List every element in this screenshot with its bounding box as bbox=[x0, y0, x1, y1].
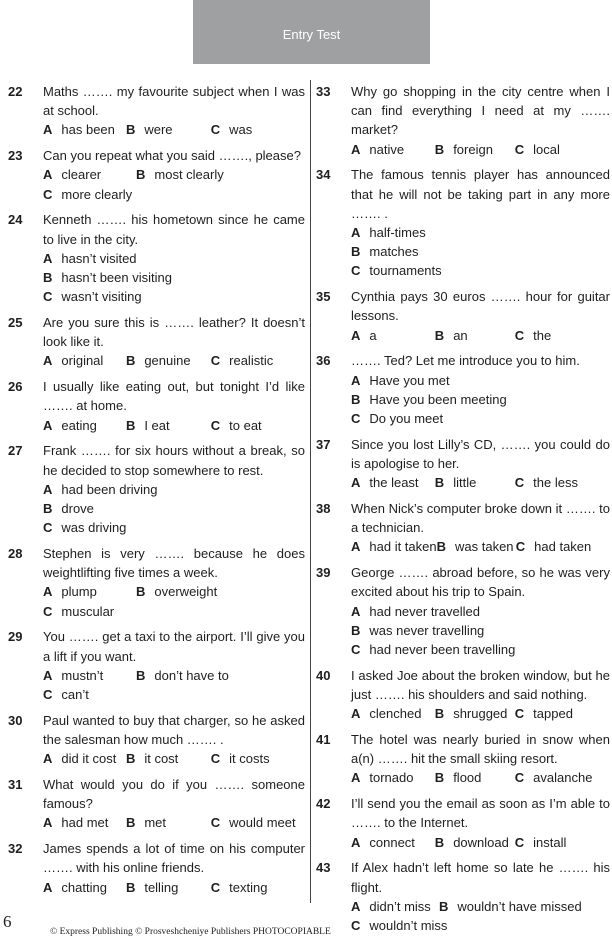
answer-option-b[interactable] bbox=[126, 749, 211, 768]
option-text: the bbox=[533, 327, 552, 343]
option-text: would meet bbox=[229, 815, 296, 831]
question-item bbox=[316, 794, 610, 852]
answer-option-c[interactable] bbox=[211, 120, 305, 139]
question-item bbox=[316, 82, 610, 159]
question-stem: When Nick’s computer broke down it ……. to a technician. bbox=[351, 501, 610, 536]
option-letter: A bbox=[351, 898, 361, 914]
answer-option-b[interactable] bbox=[136, 165, 286, 184]
option-text: local bbox=[533, 141, 560, 157]
copyright-footer: © Express Publishing © Prosveshcheniye Publishers PHOTOCOPIABLE bbox=[50, 927, 331, 937]
option-letter: A bbox=[43, 751, 53, 767]
option-text: did it cost bbox=[61, 751, 117, 767]
question-item bbox=[8, 313, 305, 371]
option-letter: B bbox=[439, 898, 449, 914]
option-text: Have you been meeting bbox=[369, 391, 507, 407]
option-letter: B bbox=[434, 706, 445, 722]
option-text: wouldn’t miss bbox=[369, 918, 448, 934]
option-letter: B bbox=[434, 141, 445, 157]
question-number: 38 bbox=[316, 501, 331, 517]
answer-option-b[interactable] bbox=[435, 326, 515, 345]
option-text: the less bbox=[533, 475, 578, 491]
option-text: the least bbox=[369, 475, 419, 491]
option-letter: A bbox=[351, 141, 361, 157]
options-row bbox=[43, 813, 305, 832]
option-text: more clearly bbox=[61, 186, 133, 202]
option-letter: C bbox=[210, 122, 221, 138]
question-stem: Maths ……. my favourite subject when I was at school. bbox=[43, 84, 305, 119]
options-row bbox=[43, 666, 305, 685]
answer-option-b[interactable] bbox=[435, 704, 515, 723]
question-number: 23 bbox=[8, 148, 23, 164]
option-letter: A bbox=[43, 815, 53, 831]
question-number: 43 bbox=[316, 860, 331, 876]
question-stem: You ……. get a taxi to the airport. I’ll give you a lift if you want. bbox=[43, 629, 305, 664]
option-text: mustn’t bbox=[61, 667, 104, 683]
option-letter: B bbox=[136, 167, 146, 183]
option-text: Have you met bbox=[369, 372, 450, 388]
answer-option-b[interactable] bbox=[136, 666, 286, 685]
option-text: tournaments bbox=[369, 263, 442, 279]
option-text: native bbox=[369, 141, 405, 157]
option-text: it cost bbox=[144, 751, 179, 767]
option-letter: C bbox=[210, 879, 221, 895]
option-letter: C bbox=[210, 815, 221, 831]
question-stem: Why go shopping in the city centre when I can find everything I need at my ……. market? bbox=[351, 84, 610, 138]
option-letter: A bbox=[351, 327, 361, 343]
question-stem: Since you lost Lilly’s CD, ……. you could do is apologise to her. bbox=[351, 436, 610, 472]
answer-option-b[interactable] bbox=[43, 268, 305, 287]
answer-option-c[interactable] bbox=[515, 768, 610, 787]
option-text: to eat bbox=[229, 417, 262, 433]
option-text: I eat bbox=[144, 417, 170, 433]
answer-option-b[interactable] bbox=[126, 351, 211, 370]
answer-option-a[interactable] bbox=[351, 768, 435, 787]
option-text: were bbox=[144, 122, 173, 138]
question-stem: I’ll send you the email as soon as I’m able to ……. to the Internet. bbox=[351, 796, 610, 831]
option-text: a bbox=[369, 327, 377, 343]
answer-option-a[interactable] bbox=[351, 223, 610, 242]
question-item bbox=[8, 711, 305, 769]
options-row bbox=[43, 165, 305, 184]
option-text: original bbox=[61, 353, 104, 369]
option-text: it costs bbox=[229, 751, 270, 767]
option-text: tapped bbox=[533, 706, 573, 722]
question-number: 30 bbox=[8, 712, 23, 728]
option-letter: B bbox=[434, 475, 445, 491]
question-item bbox=[316, 858, 610, 935]
option-letter: A bbox=[43, 417, 53, 433]
option-text: tornado bbox=[369, 770, 414, 786]
question-stem: Kenneth ……. his hometown since he came to live in the city. bbox=[43, 212, 305, 247]
answer-option-a[interactable] bbox=[43, 749, 126, 768]
option-text: shrugged bbox=[453, 706, 508, 722]
option-letter: C bbox=[43, 520, 53, 536]
option-text: wouldn’t have missed bbox=[457, 898, 582, 914]
answer-option-c[interactable] bbox=[515, 140, 610, 159]
question-number: 29 bbox=[8, 629, 23, 645]
answer-option-c[interactable] bbox=[43, 602, 305, 621]
option-letter: B bbox=[434, 327, 445, 343]
answer-option-b[interactable] bbox=[126, 120, 211, 139]
answer-option-a[interactable] bbox=[351, 833, 435, 852]
option-text: was driving bbox=[61, 520, 127, 536]
option-text: an bbox=[453, 327, 468, 343]
options-row bbox=[351, 473, 610, 492]
option-letter: B bbox=[434, 770, 445, 786]
section-title: Entry Test bbox=[282, 26, 341, 42]
question-number: 40 bbox=[316, 667, 331, 683]
option-text: connect bbox=[369, 834, 415, 850]
option-text: matches bbox=[369, 244, 419, 260]
option-letter: B bbox=[43, 501, 53, 517]
option-letter: C bbox=[514, 770, 525, 786]
answer-option-c[interactable] bbox=[516, 537, 610, 556]
option-text: telling bbox=[144, 879, 179, 895]
question-number: 36 bbox=[316, 353, 331, 369]
option-letter: C bbox=[514, 475, 525, 491]
answer-option-a[interactable] bbox=[351, 473, 435, 492]
answer-option-a[interactable] bbox=[43, 165, 136, 184]
question-stem: Paul wanted to buy that charger, so he asked the salesman how much ……. . bbox=[43, 712, 305, 748]
question-item bbox=[316, 351, 610, 428]
option-text: don’t have to bbox=[154, 667, 229, 683]
question-stem: James spends a lot of time on his computer ……. with his online friends. bbox=[43, 841, 305, 876]
answer-option-a[interactable] bbox=[43, 351, 126, 370]
answer-option-a[interactable] bbox=[43, 582, 136, 601]
answer-option-a[interactable] bbox=[43, 120, 126, 139]
option-text: had never travelled bbox=[369, 603, 480, 619]
answer-option-c[interactable] bbox=[515, 473, 610, 492]
question-stem: If Alex hadn’t left home so late he ……. his flight. bbox=[351, 860, 610, 895]
answer-option-a[interactable] bbox=[351, 602, 610, 621]
options-row bbox=[351, 704, 610, 723]
question-stem: George ……. abroad before, so he was very excited about his trip to Spain. bbox=[351, 565, 610, 600]
answer-option-c[interactable] bbox=[351, 916, 610, 935]
question-stem: I asked Joe about the broken window, but he just ……. his shoulders and said nothing. bbox=[351, 667, 610, 703]
option-text: eating bbox=[61, 417, 97, 433]
answer-option-b[interactable] bbox=[435, 768, 515, 787]
answer-option-a[interactable] bbox=[43, 878, 126, 897]
option-letter: A bbox=[43, 481, 53, 497]
question-number: 42 bbox=[316, 796, 331, 812]
option-letter: C bbox=[515, 539, 526, 555]
question-number: 32 bbox=[8, 841, 23, 857]
question-item bbox=[8, 627, 305, 704]
option-text: can’t bbox=[61, 687, 89, 703]
option-letter: A bbox=[43, 353, 53, 369]
question-stem: Can you repeat what you said ……., please? bbox=[43, 148, 301, 164]
answer-option-c[interactable] bbox=[43, 685, 305, 704]
options-row bbox=[351, 537, 610, 556]
option-text: muscular bbox=[61, 603, 115, 619]
option-letter: A bbox=[43, 122, 53, 138]
question-stem: ……. Ted? Let me introduce you to him. bbox=[351, 353, 580, 369]
option-letter: B bbox=[136, 584, 146, 600]
question-number: 35 bbox=[316, 289, 331, 305]
answer-option-b[interactable] bbox=[136, 582, 286, 601]
option-letter: A bbox=[351, 834, 361, 850]
option-text: didn’t miss bbox=[369, 898, 431, 914]
option-text: half-times bbox=[369, 225, 426, 241]
option-letter: B bbox=[351, 244, 361, 260]
question-stem: Frank ……. for six hours without a break, so he decided to stop somewhere to rest. bbox=[43, 443, 305, 478]
question-item bbox=[316, 287, 610, 345]
option-letter: C bbox=[351, 642, 361, 658]
answer-option-b[interactable] bbox=[43, 499, 305, 518]
answer-option-b[interactable] bbox=[126, 416, 211, 435]
question-item bbox=[316, 499, 610, 557]
question-stem: What would you do if you ……. someone famous? bbox=[43, 777, 305, 812]
option-text: foreign bbox=[453, 141, 493, 157]
question-number: 27 bbox=[8, 443, 23, 459]
option-letter: A bbox=[351, 539, 361, 555]
option-letter: C bbox=[210, 417, 221, 433]
question-item bbox=[8, 544, 305, 621]
question-item bbox=[8, 146, 305, 204]
option-text: flood bbox=[453, 770, 482, 786]
option-letter: B bbox=[125, 815, 136, 831]
option-text: Do you meet bbox=[369, 411, 444, 427]
options-row bbox=[43, 582, 305, 601]
answer-option-c[interactable] bbox=[211, 813, 305, 832]
question-item bbox=[316, 730, 610, 788]
answer-option-b[interactable] bbox=[126, 878, 211, 897]
question-item bbox=[316, 666, 610, 724]
questions-column-left bbox=[8, 82, 305, 897]
option-text: plump bbox=[61, 584, 97, 600]
answer-option-a[interactable] bbox=[43, 416, 126, 435]
option-letter: B bbox=[351, 391, 361, 407]
options-row bbox=[351, 833, 610, 852]
answer-option-b[interactable] bbox=[437, 537, 516, 556]
options-row bbox=[43, 120, 305, 139]
question-number: 41 bbox=[316, 732, 331, 748]
question-number: 33 bbox=[316, 84, 331, 99]
option-text: had been driving bbox=[61, 481, 158, 497]
option-text: clenched bbox=[369, 706, 422, 722]
option-letter: C bbox=[514, 706, 525, 722]
option-text: was never travelling bbox=[369, 622, 485, 638]
answer-option-a[interactable] bbox=[351, 140, 435, 159]
option-letter: B bbox=[125, 751, 136, 767]
answer-option-b[interactable] bbox=[439, 897, 589, 916]
section-header-tab bbox=[193, 0, 430, 64]
option-letter: A bbox=[43, 584, 53, 600]
column-divider bbox=[310, 80, 311, 903]
option-text: hasn’t been visiting bbox=[61, 270, 172, 286]
option-letter: A bbox=[43, 167, 53, 183]
answer-option-c[interactable] bbox=[515, 833, 610, 852]
options-row bbox=[351, 897, 610, 916]
option-letter: A bbox=[351, 372, 361, 388]
question-item bbox=[8, 775, 305, 833]
answer-option-c[interactable] bbox=[211, 749, 305, 768]
answer-option-b[interactable] bbox=[351, 242, 610, 261]
option-letter: A bbox=[351, 706, 361, 722]
question-stem: The famous tennis player has announced that he will not be taking part in any more ……. . bbox=[351, 167, 610, 221]
option-letter: A bbox=[351, 603, 361, 619]
question-number: 26 bbox=[8, 379, 23, 395]
options-row bbox=[43, 351, 305, 370]
answer-option-c[interactable] bbox=[211, 416, 305, 435]
question-number: 37 bbox=[316, 436, 331, 452]
option-letter: B bbox=[125, 353, 136, 369]
option-letter: C bbox=[351, 918, 361, 934]
answer-option-c[interactable] bbox=[351, 640, 610, 659]
option-letter: A bbox=[351, 225, 361, 241]
answer-option-b[interactable] bbox=[351, 621, 610, 640]
options-row bbox=[351, 140, 610, 159]
option-letter: C bbox=[210, 353, 221, 369]
option-text: had taken bbox=[534, 539, 592, 555]
option-text: clearer bbox=[61, 167, 102, 183]
option-letter: B bbox=[136, 667, 146, 683]
options-row bbox=[43, 749, 305, 768]
option-letter: A bbox=[43, 879, 53, 895]
option-letter: B bbox=[351, 622, 361, 638]
option-letter: C bbox=[43, 186, 53, 202]
question-item bbox=[8, 377, 305, 435]
option-letter: C bbox=[43, 289, 53, 305]
option-letter: A bbox=[43, 250, 53, 266]
option-text: little bbox=[453, 475, 477, 491]
options-row bbox=[351, 326, 610, 345]
question-stem: Are you sure this is ……. leather? It doesn’t look like it. bbox=[43, 315, 305, 350]
option-text: was taken bbox=[455, 539, 514, 555]
answer-option-c[interactable] bbox=[43, 185, 305, 204]
answer-option-c[interactable] bbox=[43, 287, 305, 306]
option-text: had never been travelling bbox=[369, 642, 516, 658]
option-text: overweight bbox=[154, 584, 218, 600]
question-number: 28 bbox=[8, 546, 23, 562]
options-row bbox=[351, 768, 610, 787]
option-letter: B bbox=[43, 270, 53, 286]
answer-option-a[interactable] bbox=[351, 897, 439, 916]
option-text: texting bbox=[229, 879, 268, 895]
option-text: drove bbox=[61, 501, 94, 517]
question-item bbox=[8, 210, 305, 306]
option-letter: A bbox=[351, 475, 361, 491]
answer-option-a[interactable] bbox=[351, 537, 437, 556]
option-text: was bbox=[229, 122, 253, 138]
question-number: 39 bbox=[316, 565, 331, 581]
question-number: 34 bbox=[316, 167, 331, 183]
question-item bbox=[8, 441, 305, 537]
option-text: met bbox=[144, 815, 166, 831]
question-item bbox=[316, 563, 610, 659]
option-letter: B bbox=[125, 417, 136, 433]
answer-option-b[interactable] bbox=[435, 140, 515, 159]
option-text: most clearly bbox=[154, 167, 224, 183]
option-letter: C bbox=[210, 751, 221, 767]
answer-option-b[interactable] bbox=[126, 813, 211, 832]
option-letter: C bbox=[351, 263, 361, 279]
option-letter: A bbox=[351, 770, 361, 786]
answer-option-c[interactable] bbox=[351, 261, 610, 280]
option-letter: C bbox=[351, 411, 361, 427]
question-stem: Stephen is very ……. because he does weightlifting five times a week. bbox=[43, 546, 305, 581]
option-letter: B bbox=[125, 879, 136, 895]
answer-option-a[interactable] bbox=[43, 666, 136, 685]
option-letter: B bbox=[436, 539, 446, 555]
option-text: hasn’t visited bbox=[61, 250, 137, 266]
answer-option-c[interactable] bbox=[43, 518, 305, 537]
option-letter: B bbox=[125, 122, 136, 138]
option-letter: C bbox=[514, 327, 525, 343]
answer-option-c[interactable] bbox=[515, 326, 610, 345]
option-text: install bbox=[533, 834, 567, 850]
answer-option-a[interactable] bbox=[351, 704, 435, 723]
question-number: 25 bbox=[8, 315, 23, 331]
questions-column-right bbox=[316, 82, 610, 935]
question-stem: I usually like eating out, but tonight I’d like ……. at home. bbox=[43, 379, 305, 414]
answer-option-a[interactable] bbox=[351, 326, 435, 345]
option-text: chatting bbox=[61, 879, 107, 895]
answer-option-a[interactable] bbox=[43, 249, 305, 268]
question-number: 22 bbox=[8, 84, 23, 99]
option-text: genuine bbox=[144, 353, 191, 369]
question-item bbox=[316, 435, 610, 493]
option-letter: C bbox=[514, 834, 525, 850]
answer-option-c[interactable] bbox=[211, 351, 305, 370]
answer-option-c[interactable] bbox=[351, 409, 610, 428]
option-letter: C bbox=[43, 603, 53, 619]
option-letter: B bbox=[434, 834, 445, 850]
option-text: avalanche bbox=[533, 770, 593, 786]
option-letter: C bbox=[43, 687, 53, 703]
option-text: had it taken bbox=[369, 539, 437, 555]
options-row bbox=[43, 416, 305, 435]
answer-option-c[interactable] bbox=[211, 878, 305, 897]
option-letter: A bbox=[43, 667, 53, 683]
question-number: 24 bbox=[8, 212, 23, 228]
answer-option-a[interactable] bbox=[43, 480, 305, 499]
question-stem: Cynthia pays 30 euros ……. hour for guitar lessons. bbox=[351, 289, 610, 324]
answer-option-b[interactable] bbox=[435, 833, 515, 852]
answer-option-b[interactable] bbox=[435, 473, 515, 492]
answer-option-c[interactable] bbox=[515, 704, 610, 723]
option-text: download bbox=[453, 834, 509, 850]
option-text: realistic bbox=[229, 353, 274, 369]
question-number: 31 bbox=[8, 777, 23, 793]
option-letter: C bbox=[514, 141, 525, 157]
question-item bbox=[316, 165, 610, 280]
options-row bbox=[43, 878, 305, 897]
answer-option-b[interactable] bbox=[351, 390, 610, 409]
answer-option-a[interactable] bbox=[43, 813, 126, 832]
question-item bbox=[8, 82, 305, 140]
question-item bbox=[8, 839, 305, 897]
option-text: has been bbox=[61, 122, 115, 138]
question-stem: The hotel was nearly buried in snow when a(n) ……. hit the small skiing resort. bbox=[351, 732, 610, 767]
answer-option-a[interactable] bbox=[351, 371, 610, 390]
option-text: wasn’t visiting bbox=[61, 289, 142, 305]
page-number: 6 bbox=[3, 912, 12, 931]
option-text: had met bbox=[61, 815, 109, 831]
